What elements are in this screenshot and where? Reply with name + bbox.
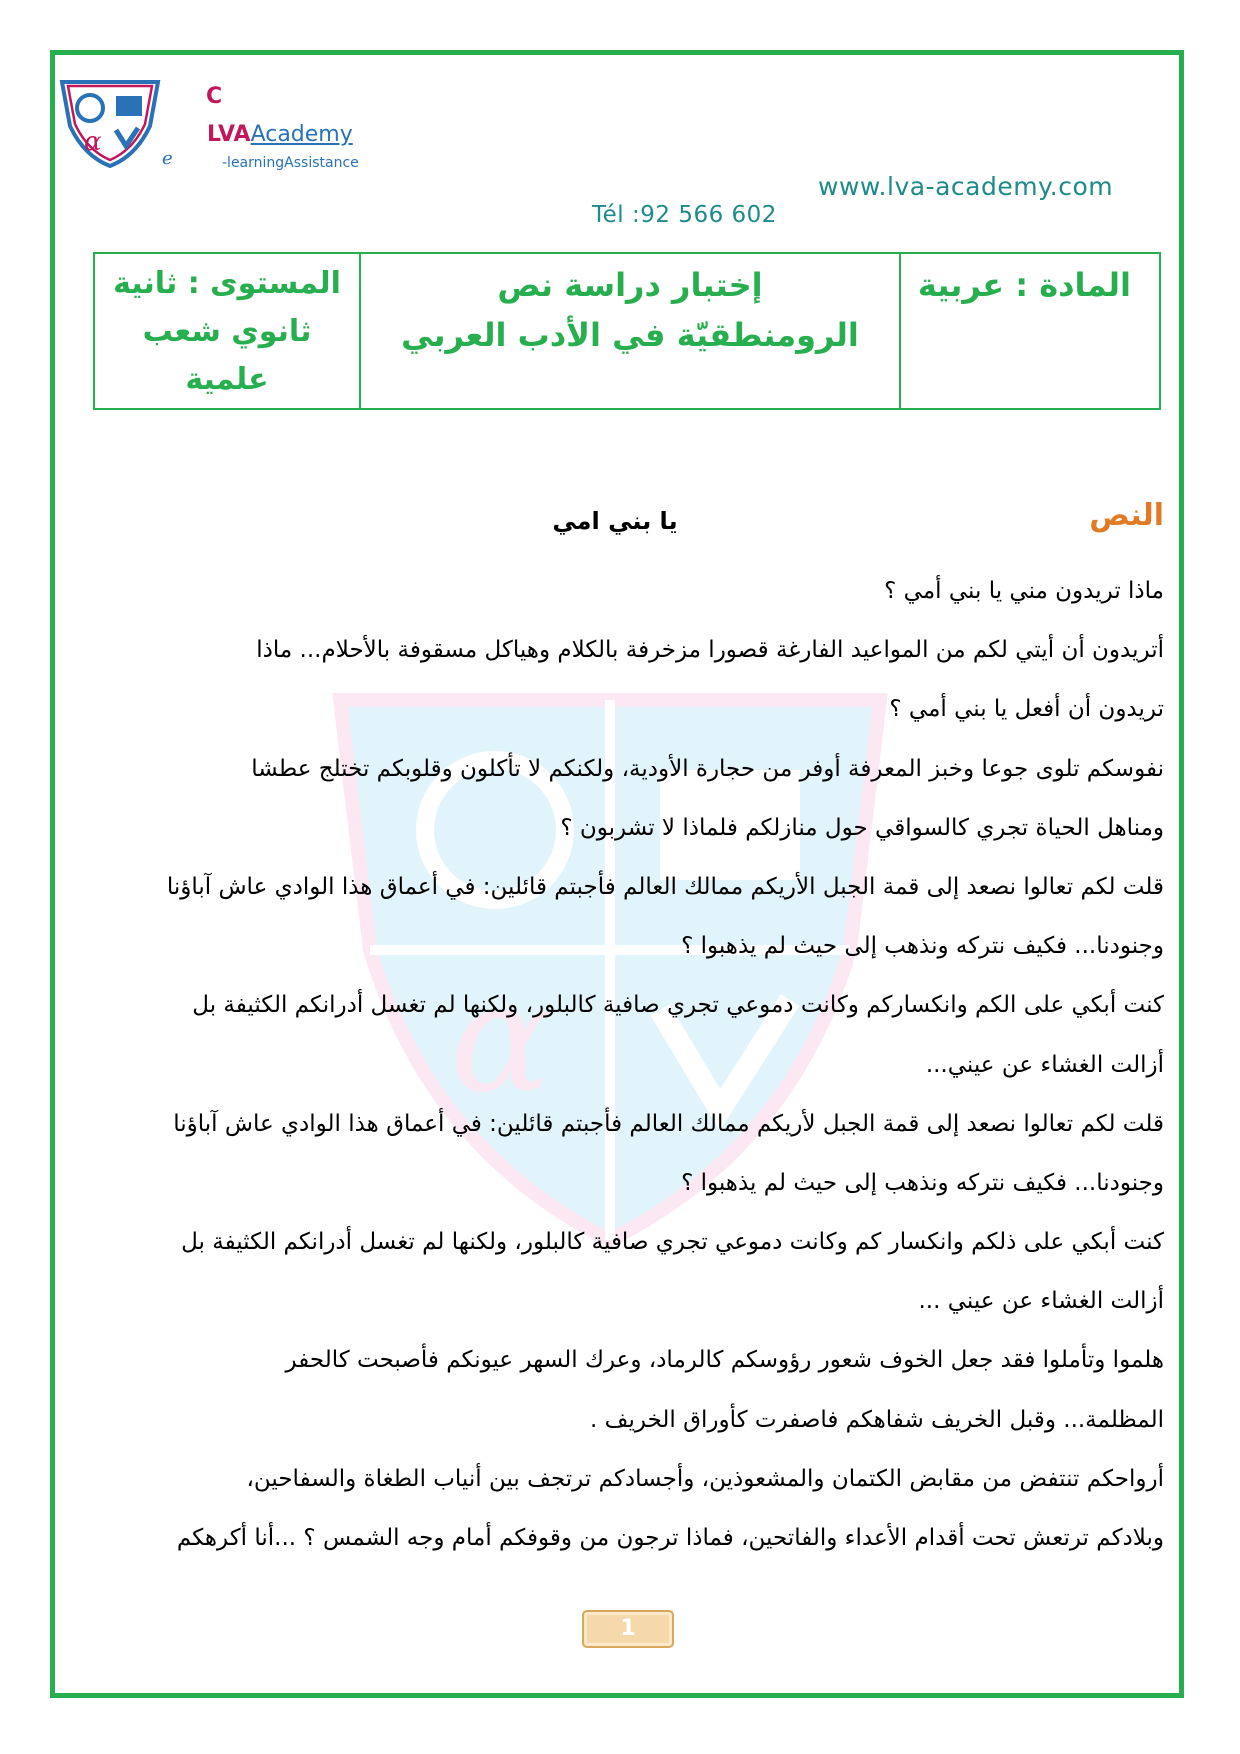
website-link[interactable]: www.lva-academy.com: [818, 172, 1114, 201]
svg-text:α: α: [84, 127, 102, 157]
text-line: المظلمة... وقبل الخريف شفاهكم فاصفرت كأوراق الخريف .: [590, 1406, 1164, 1433]
text-line: ومناهل الحياة تجري كالسواقي حول منازلكم فلماذا لا تشربون ؟: [560, 814, 1164, 841]
text-line: قلت لكم تعالوا نصعد إلى قمة الجبل لأريكم ممالك العالم فأجبتم قائلين: في أعماق هذا الوادي عاش آباؤنا: [173, 1110, 1164, 1137]
text-line: قلت لكم تعالوا نصعد إلى قمة الجبل الأريكم ممالك العالم فأجبتم قائلين: في أعماق هذا الوادي عاش آباؤنا: [166, 873, 1164, 900]
level-line-1: المستوى : ثانية: [113, 266, 341, 301]
header-table: [93, 252, 1161, 410]
logo-brand-name: [207, 122, 353, 147]
exam-title-cell: [361, 254, 901, 408]
logo-academy: Academy: [250, 122, 353, 147]
page-number: 1: [582, 1610, 674, 1648]
text-line: وبلادكم ترتعش تحت أقدام الأعداء والفاتحين، فماذا ترجون من وقوفكم أمام وجه الشمس ؟ ...أنا أكرهكم: [176, 1525, 1164, 1551]
text-line: تريدون أن أفعل يا بني أمي ؟: [889, 696, 1164, 723]
level-line-3: علمية: [185, 362, 269, 397]
text-line: أزالت الغشاء عن عيني ...: [918, 1288, 1164, 1315]
exam-title-line-1: إختبار دراسة نص: [497, 266, 763, 304]
section-heading: النص: [1089, 498, 1164, 533]
text-line: أزالت الغشاء عن عيني...: [925, 1051, 1164, 1078]
text-line: وجنودنا... فكيف نتركه ونذهب إلى حيث لم يذهبوا ؟: [681, 1169, 1164, 1196]
exam-title-line-2: الرومنطقيّة في الأدب العربي: [401, 316, 859, 354]
subject-label: المادة : عربية: [917, 266, 1131, 304]
logo-letter-e: e: [162, 148, 173, 169]
academy-logo-icon: [58, 78, 162, 168]
subject-cell: [901, 254, 1159, 408]
logo-lva: LVA: [207, 122, 251, 147]
level-line-2: ثانوي شعب: [142, 314, 312, 349]
text-line: وجنودنا... فكيف نتركه ونذهب إلى حيث لم يذهبوا ؟: [681, 933, 1164, 960]
svg-text:α: α: [450, 952, 552, 1126]
logo-letter-c: C: [206, 84, 223, 109]
logo-subtitle: -learningAssistance: [222, 155, 359, 171]
text-line: كنت أبكي على الكم وانكساركم وكانت دموعي تجري صافية كالبلور، ولكنها لم تغسل أدرانكم الكثيفة بل: [192, 992, 1164, 1019]
text-line: ماذا تريدون مني يا بني أمي ؟: [884, 578, 1164, 604]
text-body: [98, 562, 1164, 1568]
text-line: أرواحكم تنتفض من مقابض الكتمان والمشعوذين، وأجسادكم ترتجف بين أنياب الطغاة والسفاحين،: [246, 1465, 1164, 1492]
telephone: Tél :92 566 602: [592, 202, 777, 228]
text-line: هلموا وتأملوا فقد جعل الخوف شعور رؤوسكم كالرماد، وعرك السهر عيونكم فأصبحت كالحفر: [285, 1347, 1164, 1374]
poem-title: يا بني امي: [552, 507, 678, 535]
level-cell: [95, 254, 361, 408]
text-line: كنت أبكي على ذلكم وانكسار كم وكانت دموعي تجري صافية كالبلور، ولكنها لم تغسل أدرانكم الكثيفة بل: [181, 1229, 1164, 1256]
text-line: نفوسكم تلوى جوعا وخبز المعرفة أوفر من حجارة الأودية، ولكنكم لا تأكلون وقلوبكم تختلج عطشا: [251, 755, 1164, 782]
text-line: أتريدون أن أيتي لكم من المواعيد الفارغة قصورا مزخرفة بالكلام وهياكل مسقوفة بالأحلام... ماذا: [256, 637, 1164, 664]
